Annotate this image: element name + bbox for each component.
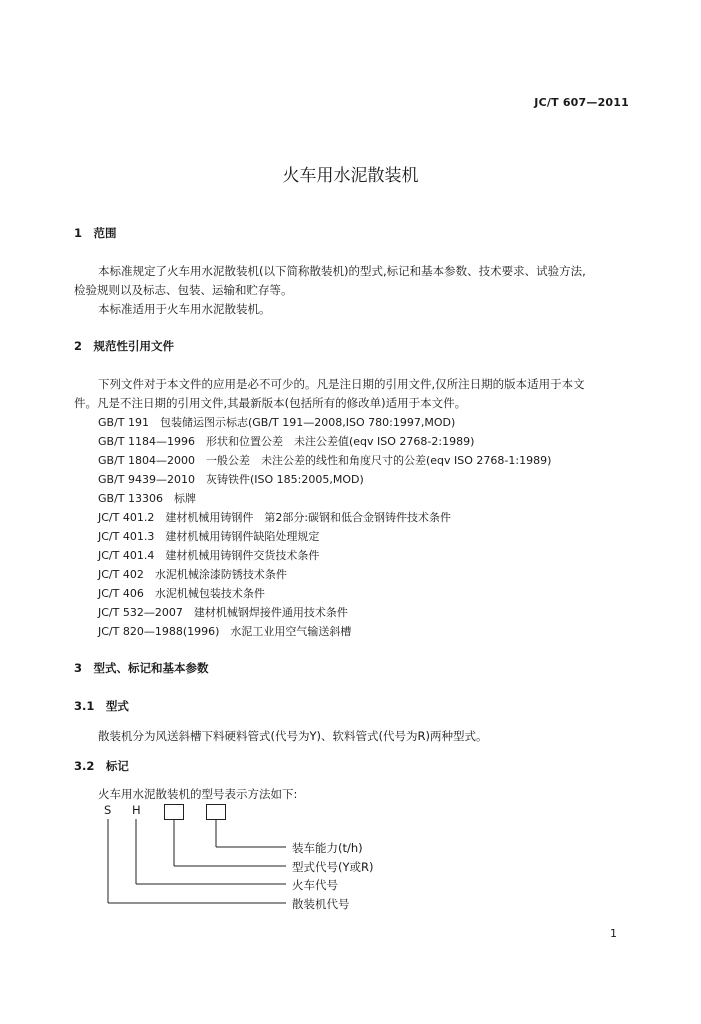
reference-item: GB/T 191 包装储运图示标志(GB/T 191—2008,ISO 780:1997,MOD) [98, 416, 456, 429]
section-1-para1-line1: 本标准规定了火车用水泥散装机(以下简称散装机)的型式,标记和基本参数、技术要求、试验方法, [98, 264, 586, 278]
page-number: 1 [610, 927, 617, 940]
section-3-2-text: 火车用水泥散装机的型号表示方法如下: [98, 787, 298, 801]
section-2-intro-line2: 件。凡是不注日期的引用文件,其最新版本(包括所有的修改单)适用于本文件。 [74, 396, 467, 410]
reference-item: GB/T 9439—2010 灰铸铁件(ISO 185:2005,MOD) [98, 473, 364, 486]
section-3-1-text: 散装机分为风送斜槽下料硬料管式(代号为Y)、软料管式(代号为R)两种型式。 [98, 729, 488, 743]
reference-item: JC/T 402 水泥机械涂漆防锈技术条件 [98, 568, 287, 581]
reference-item: JC/T 401.3 建材机械用铸钢件缺陷处理规定 [98, 530, 320, 543]
section-1-heading: 1 范围 [74, 226, 117, 240]
standard-code: JC/T 607—2011 [534, 96, 629, 109]
diagram-label-capacity: 装车能力(t/h) [292, 841, 363, 855]
reference-item: JC/T 820—1988(1996) 水泥工业用空气输送斜槽 [98, 625, 352, 638]
diagram-label-train: 火车代号 [292, 878, 338, 892]
diagram-letter-h: H [132, 803, 141, 817]
section-3-1-heading: 3.1 型式 [74, 699, 129, 713]
section-3-heading: 3 型式、标记和基本参数 [74, 661, 209, 675]
reference-item: JC/T 401.2 建材机械用铸钢件 第2部分:碳钢和低合金钢铸件技术条件 [98, 511, 452, 524]
section-2-intro-line1: 下列文件对于本文件的应用是必不可少的。凡是注日期的引用文件,仅所注日期的版本适用于本文 [98, 377, 585, 391]
section-1-para2: 本标准适用于火车用水泥散装机。 [98, 302, 271, 316]
section-3-2-heading: 3.2 标记 [74, 759, 129, 773]
section-2-heading: 2 规范性引用文件 [74, 339, 175, 353]
reference-item: GB/T 1184—1996 形状和位置公差 未注公差值(eqv ISO 2768-2:1989) [98, 435, 475, 448]
diagram-label-loader: 散装机代号 [292, 897, 350, 911]
page-title: 火车用水泥散装机 [282, 166, 419, 186]
section-1-para1-line2: 检验规则以及标志、包装、运输和贮存等。 [74, 283, 293, 297]
reference-item: JC/T 532—2007 建材机械钢焊接件通用技术条件 [98, 606, 348, 619]
reference-item: GB/T 1804—2000 一般公差 未注公差的线性和角度尺寸的公差(eqv ISO 2768-1:1989) [98, 454, 552, 467]
reference-item: JC/T 406 水泥机械包装技术条件 [98, 587, 265, 600]
reference-item: JC/T 401.4 建材机械用铸钢件交货技术条件 [98, 549, 320, 562]
reference-item: GB/T 13306 标牌 [98, 492, 196, 505]
diagram-label-type: 型式代号(Y或R) [292, 860, 374, 874]
diagram-letter-s: S [104, 803, 112, 817]
